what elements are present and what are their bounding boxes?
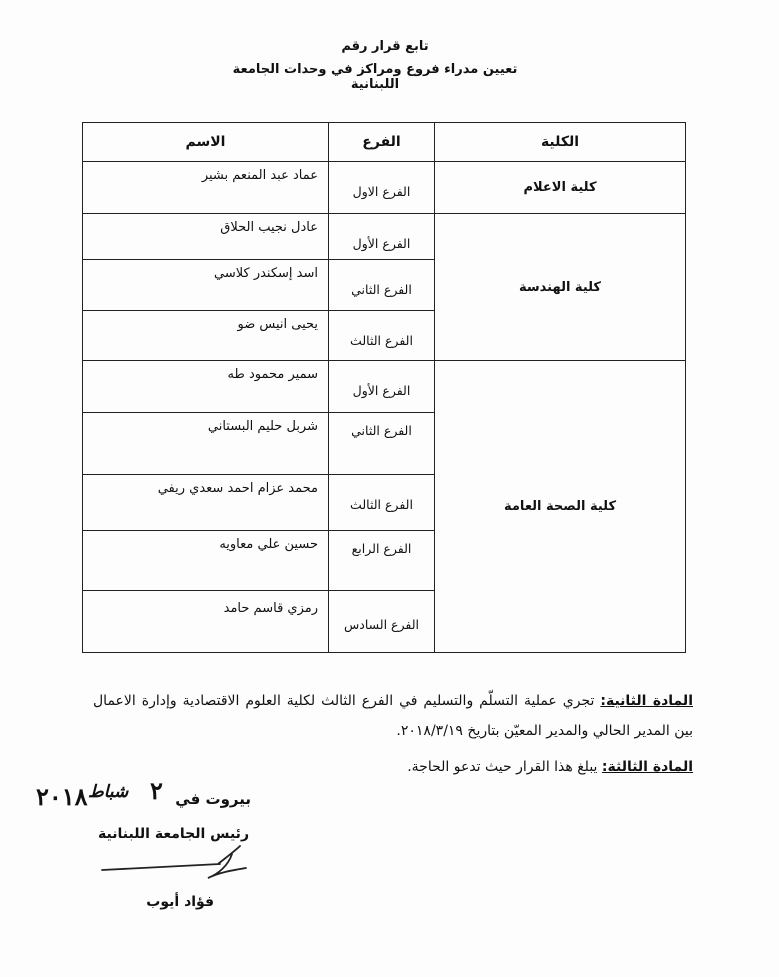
appointments-table [82,122,686,653]
article-three [93,759,693,775]
table-row [83,214,686,260]
signing-year: ٢٠١٨ [36,782,88,811]
table-row [83,162,686,214]
signing-place: بيروت في [175,790,251,808]
table-row [83,361,686,413]
faculty-cell: كلية الاعلام [435,162,686,214]
faculty-cell: كلية الصحة العامة [435,361,686,653]
signing-day: ٢ [150,776,163,805]
signatory-title: رئيس الجامعة اللبنانية [98,826,249,842]
name-cell: يحيى انيس ضو [83,311,329,361]
branch-cell: الفرع الاول [329,162,435,214]
column-header-branch: الفرع [329,123,435,162]
article-two-label: المادة الثانية: [600,693,693,709]
name-cell: عادل نجيب الحلاق [83,214,329,260]
name-cell: سمير محمود طه [83,361,329,413]
name-cell: رمزي قاسم حامد [83,591,329,653]
handwritten-signature [100,842,250,892]
president-name: فؤاد أيوب [146,894,214,910]
header-decision-number: تابع قرار رقم [341,39,429,54]
branch-cell: الفرع السادس [329,591,435,653]
article-two [93,686,693,746]
name-cell: اسد إسكندر كلاسي [83,260,329,311]
name-cell: عماد عبد المنعم بشير [83,162,329,214]
branch-cell: الفرع الثاني [329,260,435,311]
branch-cell: الفرع الأول [329,214,435,260]
article-three-label: المادة الثالثة: [601,759,693,775]
article-two-text: تجري عملية التسلّم والتسليم في الفرع الثالث لكلية العلوم الاقتصادية وإدارة الاعمال بين المدير الحالي والمدير المعيّن بتاريخ ٢٠١٨/٣/١٩. [93,693,693,739]
faculty-cell: كلية الهندسة [435,214,686,361]
branch-cell: الفرع الثالث [329,311,435,361]
column-header-faculty: الكلية [435,123,686,162]
branch-cell: الفرع الثالث [329,475,435,531]
column-header-name: الاسم [83,123,329,162]
name-cell: محمد عزام احمد سعدي ريفي [83,475,329,531]
branch-cell: الفرع الأول [329,361,435,413]
article-three-text: يبلغ هذا القرار حيث تدعو الحاجة. [407,759,602,775]
branch-cell: الفرع الثاني [329,413,435,475]
signing-month: شباط [88,782,129,802]
header-subject: تعيين مدراء فروع ومراكز في وحدات الجامعة اللبنانية [232,62,518,92]
name-cell: شربل حليم البستاني [83,413,329,475]
table-header-row [83,123,686,162]
name-cell: حسين علي معاويه [83,531,329,591]
branch-cell: الفرع الرابع [329,531,435,591]
